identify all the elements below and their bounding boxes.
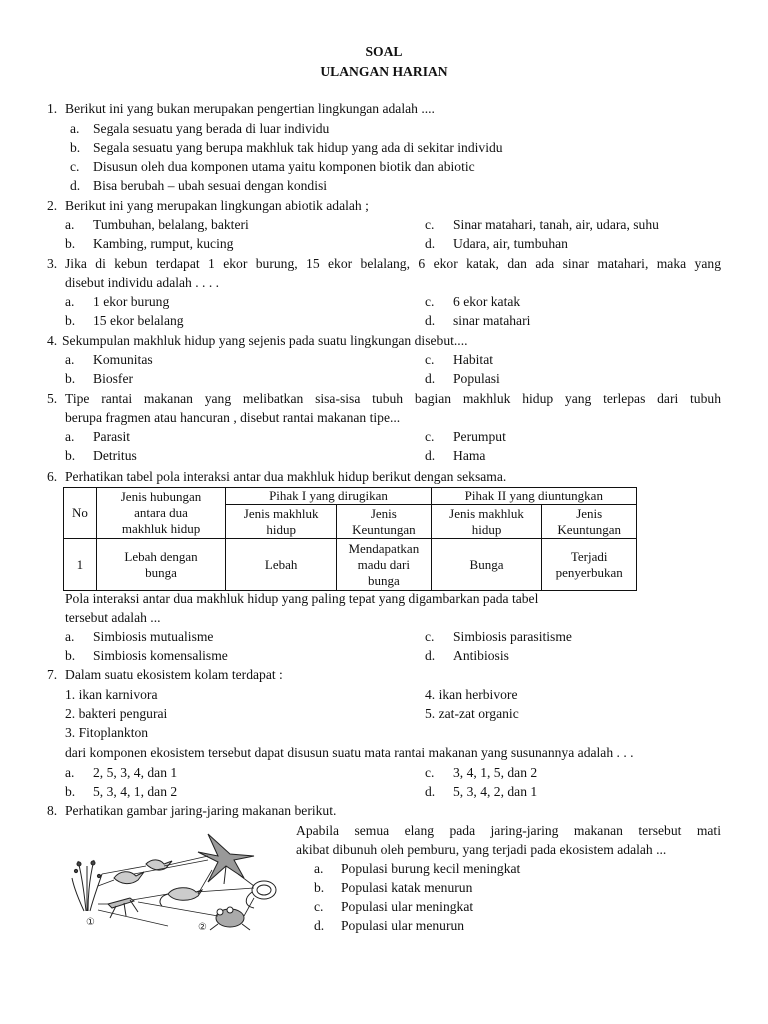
question-text-cont: akibat dibunuh oleh pemburu, yang terjadi pada ekosistem adalah ... [296,842,667,857]
figure-label-1: ① [86,917,95,928]
option-letter: b. [314,880,325,895]
question-text: Tipe rantai makanan yang melibatkan sisa-sisa tubuh bagian makhluk hidup yang terlepas dari tubuh [65,391,721,406]
list-item: 1. ikan karnivora [65,687,158,702]
question-text: Berikut ini yang bukan merupakan pengertian lingkungan adalah .... [65,101,435,116]
option-letter: c. [425,765,435,780]
header-text: hidup [471,521,502,537]
question-text: Jika di kebun terdapat 1 ekor burung, 15 ekor belalang, 6 ekor katak, dan ada sinar matahari, maka yang [65,256,721,271]
header-jenis-makhluk-2 [431,505,542,539]
header-text: Jenis [576,505,603,521]
option-text: 5, 3, 4, 1, dan 2 [93,784,178,799]
food-web-figure [68,826,293,936]
header-jenis-makhluk-1 [226,505,337,539]
header-text: antara dua [134,505,188,520]
option-letter: d. [425,648,436,663]
question-number: 7. [47,667,58,682]
cell-makhluk-2: Bunga [431,539,542,591]
question-number: 4. [47,333,58,348]
option-text: Komunitas [93,352,153,367]
option-text: 6 ekor katak [453,294,521,309]
option-text: Simbiosis parasitisme [453,629,572,644]
option-text: sinar matahari [453,313,531,328]
question-number: 1. [47,101,58,116]
option-letter: d. [425,448,436,463]
option-text: Hama [453,448,486,463]
option-text: Tumbuhan, belalang, bakteri [93,217,249,232]
cell-jenis-hubungan [96,539,225,591]
option-text: Populasi [453,371,500,386]
header-text: makhluk hidup [121,521,201,536]
option-letter: d. [425,784,436,799]
cell-keuntungan-1 [337,539,432,591]
option-text: Simbiosis komensalisme [93,648,228,663]
question-number: 6. [47,469,58,484]
option-text: Disusun oleh dua komponen utama yaitu komponen biotik dan abiotic [93,159,475,174]
option-letter: c. [314,899,324,914]
option-letter: d. [70,178,81,193]
question-text-cont: dari komponen ekosistem tersebut dapat disusun suatu mata rantai makanan yang susunannya adalah . . . [65,745,634,760]
cell-text: Terjadi [570,548,608,564]
option-letter: b. [65,648,76,663]
option-letter: a. [65,294,75,309]
option-letter: d. [314,918,325,933]
question-text: Dalam suatu ekosistem kolam terdapat : [65,667,283,682]
option-letter: a. [314,861,324,876]
question-text: Sekumpulan makhluk hidup yang sejenis pada suatu lingkungan disebut.... [62,333,468,348]
eagle-icon [198,834,254,884]
header-text: Jenis makhluk [243,505,319,521]
header-text: Keuntungan [557,521,621,537]
small-bird-icon [114,860,172,884]
option-text: Udara, air, tumbuhan [453,236,568,251]
option-letter: b. [65,236,76,251]
question-text-cont: berupa fragmen atau hancuran , disebut rantai makanan tipe... [65,410,401,425]
option-letter: c. [70,159,80,174]
option-letter: d. [425,371,436,386]
list-item: 5. zat-zat organic [425,706,519,721]
table-row [64,539,637,591]
option-text: Simbiosis mutualisme [93,629,214,644]
list-item: 3. Fitoplankton [65,725,149,740]
cell-text: Lebah dengan [124,548,198,564]
list-item: 2. bakteri pengurai [65,706,168,721]
option-text: Biosfer [93,371,134,386]
option-text: Antibiosis [453,648,509,663]
option-letter: c. [425,294,435,309]
option-text: Parasit [93,429,130,444]
header-text: hidup [266,521,296,537]
option-letter: c. [425,429,435,444]
cell-keuntungan-2 [542,539,637,591]
option-text: Perumput [453,429,506,444]
option-letter: b. [70,140,81,155]
option-letter: a. [65,217,75,232]
option-text: 15 ekor belalang [93,313,184,328]
option-text: Populasi katak menurun [341,880,473,895]
cell-text: bunga [145,564,177,580]
header-text: Jenis [370,505,397,521]
frog-icon [210,907,250,930]
list-item: 4. ikan herbivore [425,687,518,702]
option-letter: a. [65,429,75,444]
option-letter: c. [425,217,435,232]
question-number: 3. [47,256,58,271]
option-text: 1 ekor burung [93,294,170,309]
option-letter: a. [65,765,75,780]
option-text: Kambing, rumput, kucing [93,236,234,251]
interaction-table [63,487,637,591]
option-letter: d. [425,313,436,328]
option-letter: b. [65,784,76,799]
header-keuntungan-1 [337,505,432,539]
option-text: Populasi burung kecil meningkat [341,861,521,876]
option-text: 3, 4, 1, 5, dan 2 [453,765,538,780]
option-text: Segala sesuatu yang berupa makhluk tak hidup yang ada di sekitar individu [93,140,503,155]
question-text-cont: Pola interaksi antar dua makhluk hidup yang paling tepat yang digambarkan pada tabel [65,591,539,606]
option-letter: c. [425,352,435,367]
header-pihak-2: Pihak II yang diuntungkan [431,488,636,505]
question-text-cont: Apabila semua elang pada jaring-jaring makanan tersebut mati [296,823,721,838]
option-text: Habitat [453,352,494,367]
header-text: Jenis hubungan [120,489,202,504]
header-pihak-1: Pihak I yang dirugikan [226,488,431,505]
option-letter: c. [425,629,435,644]
grasshopper-icon [108,898,138,918]
option-text: 2, 5, 3, 4, dan 1 [93,765,178,780]
option-letter: b. [65,448,76,463]
question-text-cont: tersebut adalah ... [65,610,161,625]
cell-text: penyerbukan [555,564,623,580]
question-text: Perhatikan tabel pola interaksi antar dua makhluk hidup berikut dengan seksama. [65,469,507,484]
header-keuntungan-2 [542,505,637,539]
header-jenis-hubungan [96,488,225,539]
header-no: No [64,488,97,539]
rat-icon [160,888,202,906]
cell-text: madu dari [357,556,410,572]
question-number: 5. [47,391,58,406]
option-text: Bisa berubah – ubah sesuai dengan kondisi [93,178,328,193]
header-text: Keuntungan [352,521,416,537]
question-number: 8. [47,803,58,818]
option-text: 5, 3, 4, 2, dan 1 [453,784,538,799]
option-letter: a. [70,121,80,136]
question-text-cont: disebut individu adalah . . . . [65,275,220,290]
option-letter: a. [65,629,75,644]
question-text: Perhatikan gambar jaring-jaring makanan berikut. [65,803,337,818]
option-text: Detritus [93,448,137,463]
option-letter: d. [425,236,436,251]
option-letter: b. [65,313,76,328]
cell-makhluk-1: Lebah [226,539,337,591]
option-letter: b. [65,371,76,386]
option-text: Sinar matahari, tanah, air, udara, suhu [453,217,659,232]
option-letter: a. [65,352,75,367]
question-text: Berikut ini yang merupakan lingkungan abiotik adalah ; [65,198,369,213]
title-ulangan-harian: ULANGAN HARIAN [320,64,448,79]
figure-label-2: ② [198,922,207,933]
title-soal: SOAL [365,44,403,59]
option-text: Segala sesuatu yang berada di luar individu [93,121,330,136]
cell-text: Mendapatkan [348,540,420,556]
cell-text: bunga [367,572,400,588]
question-number: 2. [47,198,58,213]
header-text: Jenis makhluk [449,505,524,521]
cell-no: 1 [64,539,97,591]
plant-icon [72,860,102,911]
option-text: Populasi ular menurun [341,918,465,933]
option-text: Populasi ular meningkat [341,899,474,914]
